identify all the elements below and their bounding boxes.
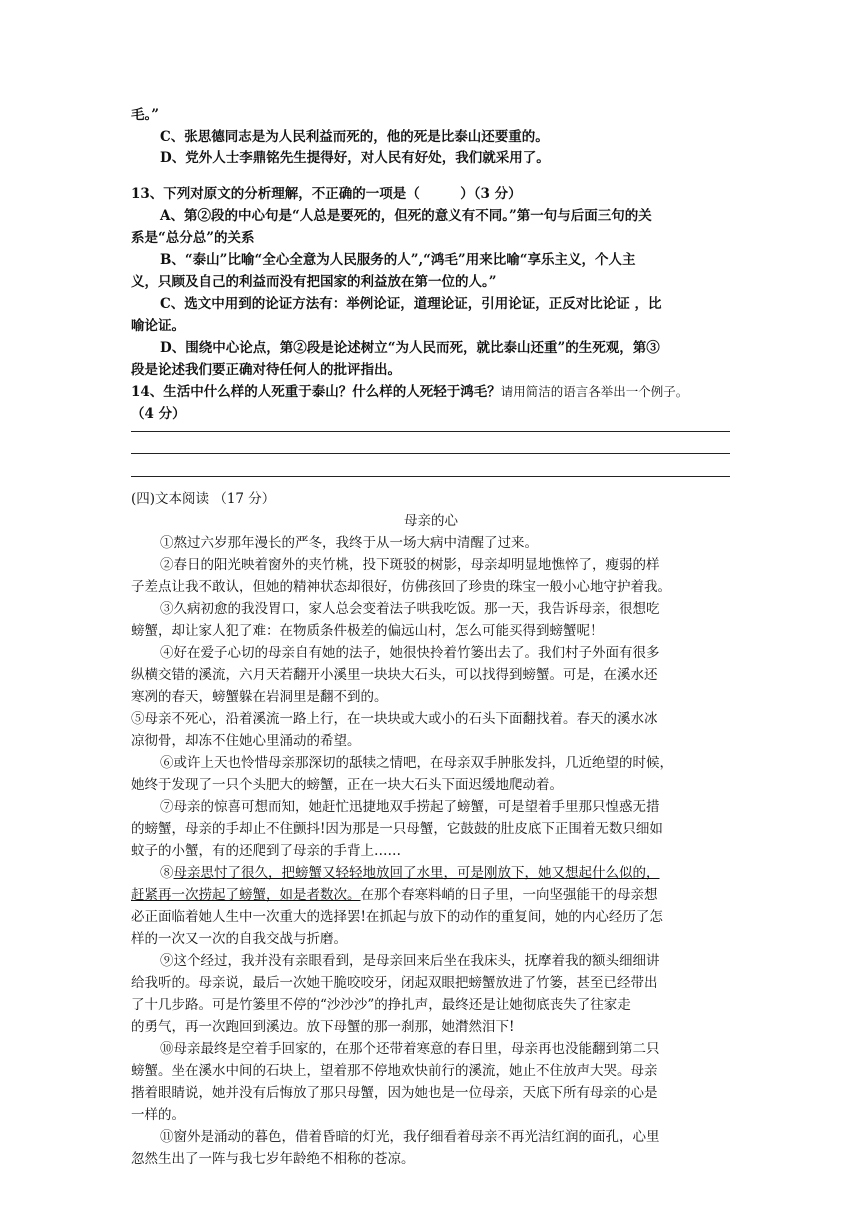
q13-option-b-line1: B、“泰山”比喻“全心全意为人民服务的人”,“鸿毛”用来比喻“享乐主义，个人主 <box>160 252 636 268</box>
passage-line: ⑥或许上天也怜惜母亲那深切的舐犊之情吧，在母亲双手肿胀发抖，几近绝望的时候， <box>160 755 673 771</box>
passage-line: 揩着眼睛说，她并没有后悔放了那只母蟹，因为她也是一位母亲，天底下所有母亲的心是 <box>131 1085 658 1101</box>
passage-line: 的螃蟹，母亲的手却止不住颤抖!因为那是一只母蟹，它鼓鼓的肚皮底下正围着无数只细如 <box>131 821 663 837</box>
q12-option-d: D、党外人士李鼎铭先生提得好，对人民有好处，我们就采用了。 <box>160 150 550 166</box>
passage-line: 一样的。 <box>131 1107 185 1123</box>
q13-option-a-line1: A、第②段的中心句是“人总是要死的，但死的意义有不同。”第一句与后面三句的关 <box>160 208 652 224</box>
q14-stem-rest: 请用简洁的语言各举出一个例子。 <box>500 384 689 399</box>
answer-line-1[interactable] <box>131 431 730 432</box>
passage-line: 忽然生出了一阵与我七岁年龄绝不相称的苍凉。 <box>131 1151 415 1167</box>
passage-text: 在那个春寒料峭的日子里，一向坚强能干的母亲想 <box>360 887 658 903</box>
answer-line-2[interactable] <box>131 453 730 454</box>
q12-continuation: 毛。” <box>131 107 160 123</box>
q13-option-c-line2: 喻论证。 <box>131 318 185 334</box>
passage-line: 了十几步路。可是竹篓里不停的“沙沙沙”的挣扎声，最终还是让她彻底丧失了往家走 <box>131 997 631 1013</box>
passage-line: 螃蟹，却让家人犯了难：在物质条件极差的偏远山村，怎么可能买得到螃蟹呢！ <box>131 623 604 639</box>
underlined-sentence: 母亲思忖了很久，把螃蟹又轻轻地放回了水里，可是刚放下，她又想起什么似的， <box>173 865 660 881</box>
passage-line: ⑨这个经过，我并没有亲眼看到，是母亲回来后坐在我床头，抚摩着我的额头细细讲 <box>160 953 660 969</box>
underlined-sentence-end: 赶紧再一次捞起了螃蟹，如是者数次。 <box>131 887 361 903</box>
passage-line: ②春日的阳光映着窗外的夹竹桃，投下斑驳的树影，母亲却明显地憔悴了，瘦弱的样 <box>160 557 660 573</box>
passage-line: 的勇气，再一次跑回到溪边。放下母蟹的那一刹那，她潸然泪下! <box>131 1019 515 1035</box>
answer-line-3[interactable] <box>131 476 730 477</box>
passage-line: ⑤母亲不死心，沿着溪流一路上行，在一块块或大或小的石头下面翻找着。春天的溪水冰 <box>131 711 658 727</box>
passage-line: 给我听的。母亲说，最后一次她干脆咬咬牙，闭起双眼把螃蟹放进了竹篓，甚至已经带出 <box>131 975 658 991</box>
q13-stem: 13、下列对原文的分析理解，不正确的一项是（ ）（3 分） <box>131 186 522 202</box>
passage-line: 螃蟹。坐在溪水中间的石块上，望着那不停地欢快前行的溪流，她止不住放声大哭。母亲 <box>131 1063 658 1079</box>
passage-line: 凉彻骨，却冻不住她心里涌动的希望。 <box>131 733 361 749</box>
passage-line: 蚊子的小蟹，有的还爬到了母亲的手背上…… <box>131 843 401 859</box>
passage-line <box>131 861 760 885</box>
section-heading: (四)文本阅读 （17 分） <box>131 491 276 507</box>
q14-points: （4 分） <box>131 406 186 422</box>
paragraph-marker: ⑧ <box>160 865 174 881</box>
passage-line: 纵横交错的溪流，六月天若翻开小溪里一块块大石头，可以找得到螃蟹。可是，在溪水还 <box>131 667 658 683</box>
q13-option-a-line2: 系是“总分总”的关系 <box>131 230 255 246</box>
passage-line: ③久病初愈的我没胃口，家人总会变着法子哄我吃饭。那一天，我告诉母亲，很想吃 <box>160 601 660 617</box>
passage-line: ①熬过六岁那年漫长的严冬，我终于从一场大病中清醒了过来。 <box>160 535 538 551</box>
passage-line: 样的一次又一次的自我交战与折磨。 <box>131 931 347 947</box>
passage-line: 子差点让我不敢认，但她的精神状态却很好，仿佛孩回了珍贵的珠宝一般小心地守护着我。 <box>131 579 671 595</box>
passage-line: ④好在爱子心切的母亲自有她的法子，她很快拎着竹篓出去了。我们村子外面有很多 <box>160 645 660 661</box>
q14-stem-bold: 14、生活中什么样的人死重于泰山？什么样的人死轻于鸿毛？ <box>131 384 501 400</box>
passage-line: ⑦母亲的惊喜可想而知，她赶忙迅捷地双手捞起了螃蟹，可是望着手里那只惶惑无措 <box>160 799 660 815</box>
passage-line: 必正面临着她人生中一次重大的选择罢!在抓起与放下的动作的重复间，她的内心经历了怎 <box>131 909 663 925</box>
passage-title: 母亲的心 <box>404 513 458 529</box>
passage-line: 她终于发现了一只个头肥大的螃蟹，正在一块大石头下面迟缓地爬动着。 <box>131 777 563 793</box>
q14-stem <box>131 380 731 404</box>
q13-option-c-line1: C、选文中用到的论证方法有：举例论证，道理论证，引用论证，正反对比论证 ，比 <box>160 296 662 312</box>
q13-option-b-line2: 义，只顾及自己的利益而没有把国家的利益放在第一位的人。” <box>131 274 497 290</box>
q12-option-c: C、张思德同志是为人民利益而死的，他的死是比泰山还要重的。 <box>160 129 549 145</box>
passage-line <box>131 883 731 907</box>
q13-option-d-line2: 段是论述我们要正确对待任何人的批评指出。 <box>131 362 401 378</box>
passage-line: ⑪窗外是涌动的暮色，借着昏暗的灯光，我仔细看着母亲不再光洁红润的面孔，心里 <box>160 1129 660 1145</box>
passage-line: 寒冽的春天，螃蟹躲在岩洞里是翻不到的。 <box>131 689 388 705</box>
passage-line: ⑩母亲最终是空着手回家的，在那个还带着寒意的春日里，母亲再也没能翻到第二只 <box>160 1041 660 1057</box>
q13-option-d-line1: D、围绕中心论点，第②段是论述树立“为人民而死，就比泰山还重”的生死观，第③ <box>160 340 660 356</box>
